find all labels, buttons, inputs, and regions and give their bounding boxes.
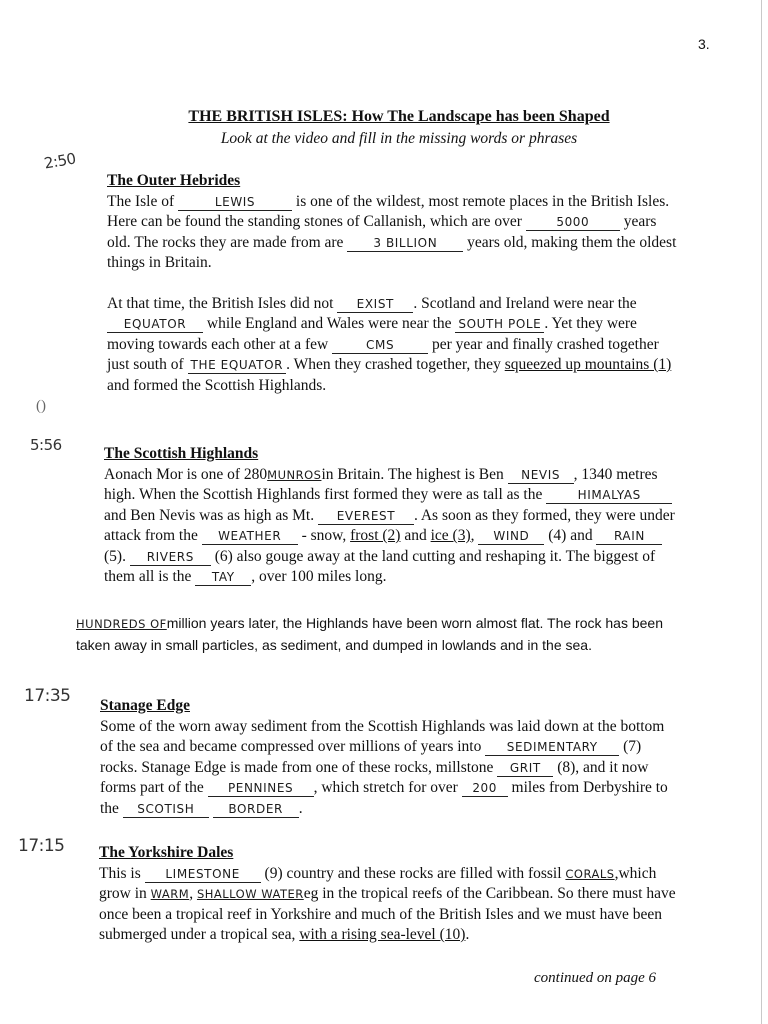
answer-blank[interactable]: NEVIS — [508, 468, 574, 484]
paragraph: HUNDREDS OFmillion years later, the Highlands have been worn almost flat. The rock has been taken away in small particles, as sediment, and dumped in lowlands and in the sea. — [76, 615, 663, 653]
section-stanage-edge — [100, 696, 680, 819]
answer-blank[interactable]: PENNINES — [208, 781, 314, 797]
answer-handwritten[interactable]: WARM — [150, 887, 190, 901]
answer-handwritten[interactable]: HUNDREDS OF — [76, 617, 167, 631]
margin-note-time-4: 17:15 — [18, 836, 65, 856]
underlined-answer: frost (2) — [350, 527, 401, 544]
answer-blank[interactable]: LEWIS — [178, 195, 292, 211]
section-heading: The Yorkshire Dales — [99, 844, 234, 861]
answer-blank[interactable]: GRIT — [497, 761, 553, 777]
worksheet-subtitle: Look at the video and fill in the missing words or phrases — [220, 130, 578, 147]
paragraph: This is LIMESTONE (9) country and these rocks are filled with fossil CORALS,which grow in WARM, SHALLOW WATEReg in the tropical reefs of the Caribbean. So there must have once been a tropical reef in Yorkshire and much of the British Isles and we must have been submerged under a tropical sea, with a rising sea-level (10). — [99, 864, 676, 943]
answer-blank[interactable]: 5000 — [526, 215, 620, 231]
underlined-answer: squeezed up mountains (1) — [504, 356, 672, 373]
answer-blank[interactable]: EXIST — [337, 297, 413, 313]
answer-blank[interactable]: SEDIMENTARY — [485, 740, 619, 756]
answer-blank[interactable]: RIVERS — [130, 550, 211, 566]
answer-blank[interactable]: 3 BILLION — [347, 236, 463, 252]
answer-handwritten[interactable]: SHALLOW WATER — [196, 887, 304, 901]
underlined-answer: ice (3) — [430, 527, 471, 544]
answer-blank[interactable]: TAY — [195, 570, 251, 586]
answer-blank[interactable]: 200 — [462, 781, 508, 797]
section-scottish-highlands — [104, 444, 679, 588]
margin-note-time-2: 5:56 — [30, 436, 62, 454]
paragraph: Some of the worn away sediment from the Scottish Highlands was laid down at the bottom of the sea and became compressed over millions of years into SEDIMENTARY (7) rocks. Stanage Edge is made from one of these rocks, millstone GRIT (8), and it now forms part of the PENNINES , which stretch for over 200 miles from Derbyshire to the SCOTISH BORDER . — [100, 717, 668, 817]
margin-note-time-3: 17:35 — [24, 686, 71, 706]
section-outer-hebrides — [107, 171, 682, 396]
answer-blank[interactable]: SOUTH POLE — [455, 317, 544, 333]
margin-circle-mark: () — [36, 398, 46, 414]
answer-blank[interactable]: CMS — [332, 338, 428, 354]
answer-blank[interactable]: WEATHER — [202, 529, 298, 545]
answer-blank[interactable]: THE EQUATOR — [188, 358, 287, 374]
section-heading: The Outer Hebrides — [107, 172, 241, 189]
answer-blank[interactable]: RAIN — [596, 529, 662, 545]
answer-blank[interactable]: BORDER — [213, 802, 299, 818]
paragraph: At that time, the British Isles did not EXIST . Scotland and Ireland were near the EQUATOR while England and Wales were near the SOUTH POLE . Yet they were moving towards each other at a few CMS per year and finally crashed together just south of THE EQUATOR . When they crashed together, they squeezed up mountains (1) and formed the Scottish Highlands. — [107, 294, 672, 394]
margin-note-time-1: 2:50 — [42, 149, 78, 173]
paragraph: The Isle of LEWIS is one of the wildest, most remote places in the British Isles. Here can be found the standing stones of Callanish, which are over 5000 years old. The rocks they are made from are 3 BILLION years old, making them the oldest things in Britain. — [107, 192, 677, 271]
highlands-continuation — [76, 613, 681, 656]
paragraph: Aonach Mor is one of 280MUNROSin Britain. The highest is Ben NEVIS , 1340 metres high. When the Scottish Highlands first formed they were as tall as the HIMALYAS and Ben Nevis was as high as Mt. EVEREST . As soon as they formed, they were under attack from the WEATHER - snow, frost (2) and ice (3), WIND (4) and RAIN (5). RIVERS (6) also gouge away at the land cutting and reshaping it. The biggest of them all is the TAY , over 100 miles long. — [104, 465, 675, 585]
answer-blank[interactable]: HIMALYAS — [546, 488, 672, 504]
page-number: 3. — [698, 36, 710, 52]
answer-blank[interactable]: WIND — [478, 529, 544, 545]
continued-note: continued on page 6 — [534, 970, 657, 986]
answer-blank[interactable]: EVEREST — [318, 509, 414, 525]
answer-handwritten[interactable]: CORALS — [565, 866, 615, 881]
underlined-answer: with a rising sea-level (10) — [299, 926, 466, 943]
section-heading: Stanage Edge — [100, 697, 190, 714]
answer-blank[interactable]: LIMESTONE — [145, 867, 261, 883]
page-edge — [761, 0, 762, 1024]
section-heading: The Scottish Highlands — [104, 445, 259, 462]
section-yorkshire-dales — [99, 843, 681, 946]
answer-handwritten[interactable]: MUNROS — [267, 467, 322, 482]
answer-blank[interactable]: SCOTISH — [123, 802, 209, 818]
worksheet-title: THE BRITISH ISLES: How The Landscape has been Shaped — [188, 108, 610, 125]
answer-blank[interactable]: EQUATOR — [107, 317, 203, 333]
